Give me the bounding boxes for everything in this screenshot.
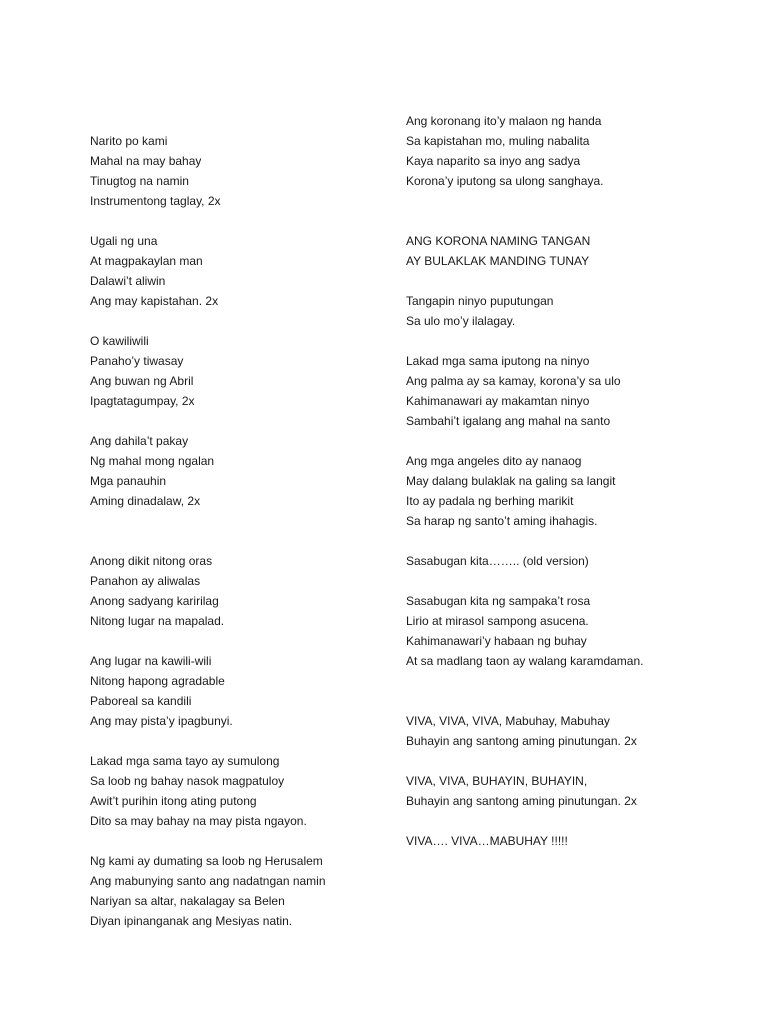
lyric-line: Nitong hapong agradable (90, 674, 225, 688)
lyric-line: Sa loob ng bahay nasok magpatuloy (90, 774, 285, 788)
lyric-line: Panahon ay aliwalas (90, 574, 201, 588)
lyric-line: Ang palma ay sa kamay, korona’y sa ulo (406, 374, 621, 388)
stanza (90, 851, 390, 931)
lyric-line: Panaho’y tiwasay (90, 354, 184, 368)
lyric-line: Paboreal sa kandili (90, 694, 192, 708)
lyric-line: Ng mahal mong ngalan (90, 454, 215, 468)
lyric-line: VIVA, VIVA, VIVA, Mabuhay, Mabuhay (406, 714, 610, 728)
lyric-line: Ang may kapistahan. 2x (90, 294, 219, 308)
stanza (406, 771, 746, 811)
stanza (406, 111, 746, 191)
stanza (90, 751, 390, 831)
lyric-line: Dito sa may bahay na may pista ngayon. (90, 814, 307, 828)
lyric-line: Sa harap ng santo’t aming ihahagis. (406, 514, 598, 528)
stanza (406, 831, 746, 851)
lyric-line: VIVA…. VIVA…MABUHAY !!!!! (406, 834, 568, 848)
lyric-line: Awit’t purihin itong ating putong (90, 794, 257, 808)
lyric-line: Instrumentong taglay, 2x (90, 194, 221, 208)
lyric-line: Anong sadyang karirilag (90, 594, 219, 608)
lyric-line: Tinugtog na namin (90, 174, 189, 188)
stanza (90, 331, 390, 411)
lyric-line: Buhayin ang santong aming pinutungan. 2x (406, 794, 637, 808)
lyric-line: Ipagtatagumpay, 2x (90, 394, 195, 408)
lyric-line: Nariyan sa altar, nakalagay sa Belen (90, 894, 285, 908)
lyric-line: Nitong lugar na mapalad. (90, 614, 225, 628)
lyric-line: Dalawi’t aliwin (90, 274, 166, 288)
lyric-line: Sasabugan kita…….. (old version) (406, 554, 589, 568)
lyric-line: Lakad mga sama tayo ay sumulong (90, 754, 280, 768)
stanza (90, 431, 390, 511)
lyric-line: Ang lugar na kawili-wili (90, 654, 212, 668)
lyric-line: Ito ay padala ng berhing marikit (406, 494, 574, 508)
lyric-line: Aming dinadalaw, 2x (90, 494, 201, 508)
stanza (90, 551, 390, 631)
lyric-line: Ng kami ay dumating sa loob ng Herusalem (90, 854, 323, 868)
stanza (406, 231, 746, 271)
lyric-line: Sambahi’t igalang ang mahal na santo (406, 414, 611, 428)
lyric-line: Sa ulo mo’y ilalagay. (406, 314, 516, 328)
lyric-line: Lakad mga sama iputong na ninyo (406, 354, 590, 368)
lyric-line: ANG KORONA NAMING TANGAN (406, 234, 591, 248)
lyric-line: Ang buwan ng Abril (90, 374, 194, 388)
stanza (90, 131, 390, 211)
lyric-line: AY BULAKLAK MANDING TUNAY (406, 254, 590, 268)
lyric-line: At magpakaylan man (90, 254, 203, 268)
lyric-line: Ang may pista’y ipagbunyi. (90, 714, 233, 728)
lyric-line: Kahimanawari’y habaan ng buhay (406, 634, 587, 648)
lyric-line: Kaya naparito sa inyo ang sadya (406, 154, 581, 168)
stanza (406, 591, 746, 671)
lyric-line: Mahal na may bahay (90, 154, 202, 168)
lyric-line: Buhayin ang santong aming pinutungan. 2x (406, 734, 637, 748)
lyric-line: Ang koronang ito’y malaon ng handa (406, 114, 602, 128)
lyric-line: Ugali ng una (90, 234, 158, 248)
lyric-line: Ang mga angeles dito ay nanaog (406, 454, 582, 468)
lyric-line: Sa kapistahan mo, muling nabalita (406, 134, 590, 148)
lyric-line: Diyan ipinanganak ang Mesiyas natin. (90, 914, 293, 928)
stanza (406, 451, 746, 531)
lyric-line: Sasabugan kita ng sampaka’t rosa (406, 594, 591, 608)
lyric-line: May dalang bulaklak na galing sa langit (406, 474, 616, 488)
lyric-line: Ang mabunying santo ang nadatngan namin (90, 874, 326, 888)
lyric-line: Mga panauhin (90, 474, 167, 488)
lyric-line: Anong dikit nitong oras (90, 554, 213, 568)
lyric-line: Lirio at mirasol sampong asucena. (406, 614, 589, 628)
left-column (90, 131, 390, 931)
lyric-line: At sa madlang taon ay walang karamdaman. (406, 654, 644, 668)
lyric-line: Kahimanawari ay makamtan ninyo (406, 394, 590, 408)
stanza (90, 231, 390, 311)
lyric-line: Tangapin ninyo puputungan (406, 294, 554, 308)
stanza (406, 711, 746, 751)
lyric-line: Narito po kami (90, 134, 168, 148)
stanza (406, 291, 746, 331)
stanza (406, 551, 746, 571)
right-column (406, 111, 746, 851)
lyric-line: Ang dahila’t pakay (90, 434, 189, 448)
lyric-line: O kawiliwili (90, 334, 149, 348)
lyric-line: VIVA, VIVA, BUHAYIN, BUHAYIN, (406, 774, 588, 788)
lyric-line: Korona’y iputong sa ulong sanghaya. (406, 174, 604, 188)
stanza (406, 351, 746, 431)
stanza (90, 651, 390, 731)
